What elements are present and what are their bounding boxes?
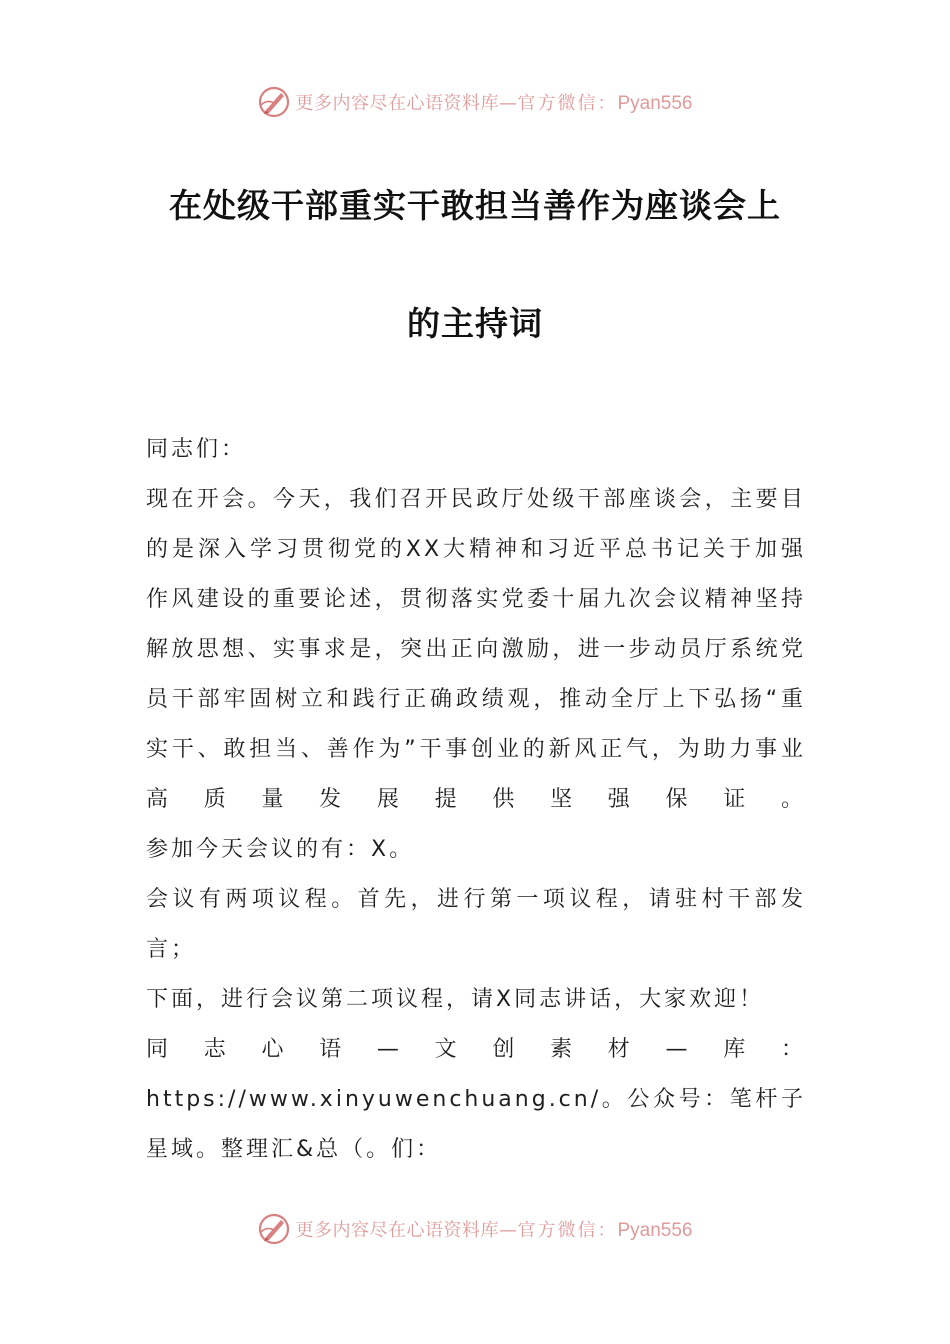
body-paragraph-3: 会议有两项议程。首先，进行第一项议程，请驻村干部发言；: [146, 887, 806, 962]
watermark-wechat-label: 官方微信：: [517, 1220, 618, 1241]
watermark-dash: —: [498, 93, 518, 114]
watermark-site: 更多内容尽在心语资料库: [295, 93, 499, 114]
watermark-wechat-id: Pyan556: [617, 1220, 693, 1241]
pen-logo-icon: [257, 1212, 291, 1246]
document-title-line-2: 的主持词: [407, 304, 543, 343]
body-paragraph-1: 现在开会。今天，我们召开民政厅处级干部座谈会，主要目的是深入学习贯彻党的XX大精神和习近平总书记关于加强作风建设的重要论述，贯彻落实党委十届九次会议精神坚持解放思想、实事求是，突出正向激励，进一步动员厅系统党员干部牢固树立和践行正确政绩观，推动全厅上下弘扬“重实干、敢担当、善作为”干事创业的新风正气，为助力事业高质量发展提供坚强保证。: [146, 487, 806, 812]
watermark-site: 更多内容尽在心语资料库: [295, 1220, 499, 1241]
header-watermark: [0, 82, 950, 122]
pen-logo-icon: [257, 85, 291, 119]
body-paragraph-5: 同志心语—文创素材—库：https://www.xinyuwenchuang.cn/。公众号：笔杆子星域。整理汇&总（。们：: [146, 1037, 806, 1162]
body-paragraph-2: 参加今天会议的有：X。: [146, 837, 415, 862]
watermark-wechat-id: Pyan556: [617, 93, 693, 114]
document-title-line-1: 在处级干部重实干敢担当善作为座谈会上: [169, 186, 781, 225]
document-body: [146, 425, 806, 1175]
body-paragraph-4: 下面，进行会议第二项议程，请X同志讲话，大家欢迎！: [146, 987, 765, 1012]
watermark-wechat-label: 官方微信：: [517, 93, 618, 114]
salutation: 同志们：: [146, 437, 247, 462]
watermark-dash: —: [498, 1220, 518, 1241]
watermark-text: [295, 89, 692, 115]
footer-watermark: [0, 1209, 950, 1249]
watermark-text: [295, 1216, 692, 1242]
